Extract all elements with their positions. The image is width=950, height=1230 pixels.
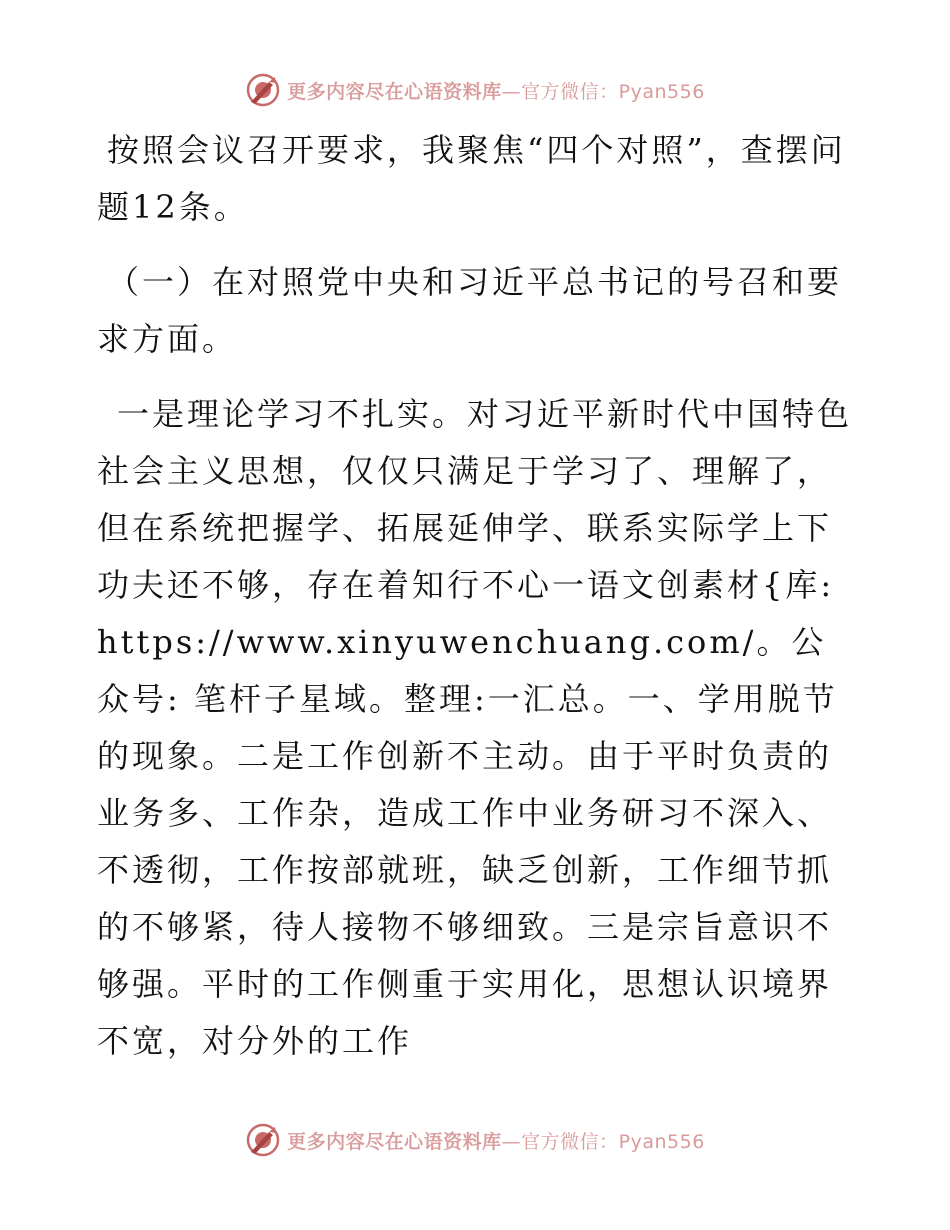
watermark-text: 更多内容尽在心语资料库—官方微信：Pyan556	[287, 80, 705, 103]
watermark-header	[0, 72, 950, 108]
paragraph-section-heading: （一）在对照党中央和习近平总书记的号召和要求方面。	[97, 263, 843, 358]
watermark-text: 更多内容尽在心语资料库—官方微信：Pyan556	[287, 1130, 705, 1153]
watermark-footer	[0, 1122, 950, 1158]
document-body	[97, 122, 857, 1070]
pen-logo-icon	[245, 1122, 281, 1158]
paragraph-issues: 一是理论学习不扎实。对习近平新时代中国特色社会主义思想，仅仅只满足于学习了、理解了，但在系统把握学、拓展延伸学、联系实际学上下功夫还不够，存在着知行不心一语文创素材{库:https://www.xinyuwenchuang.com/。公众号: 笔杆子星域。整理:一汇总。一、学用脱节的现象。二是工作创新不主动。由于平时负责的业务多、工作杂，造成工作中业务研习不深入、不透彻，工作按部就班，缺乏创新，工作细节抓的不够紧，待人接物不够细致。三是宗旨意识不够强。平时的工作侧重于实用化，思想认识境界不宽，对分外的工作	[97, 395, 853, 1060]
paragraph-intro: 按照会议召开要求，我聚焦“四个对照”，查摆问题12条。	[97, 131, 846, 226]
pen-logo-icon	[245, 72, 281, 108]
